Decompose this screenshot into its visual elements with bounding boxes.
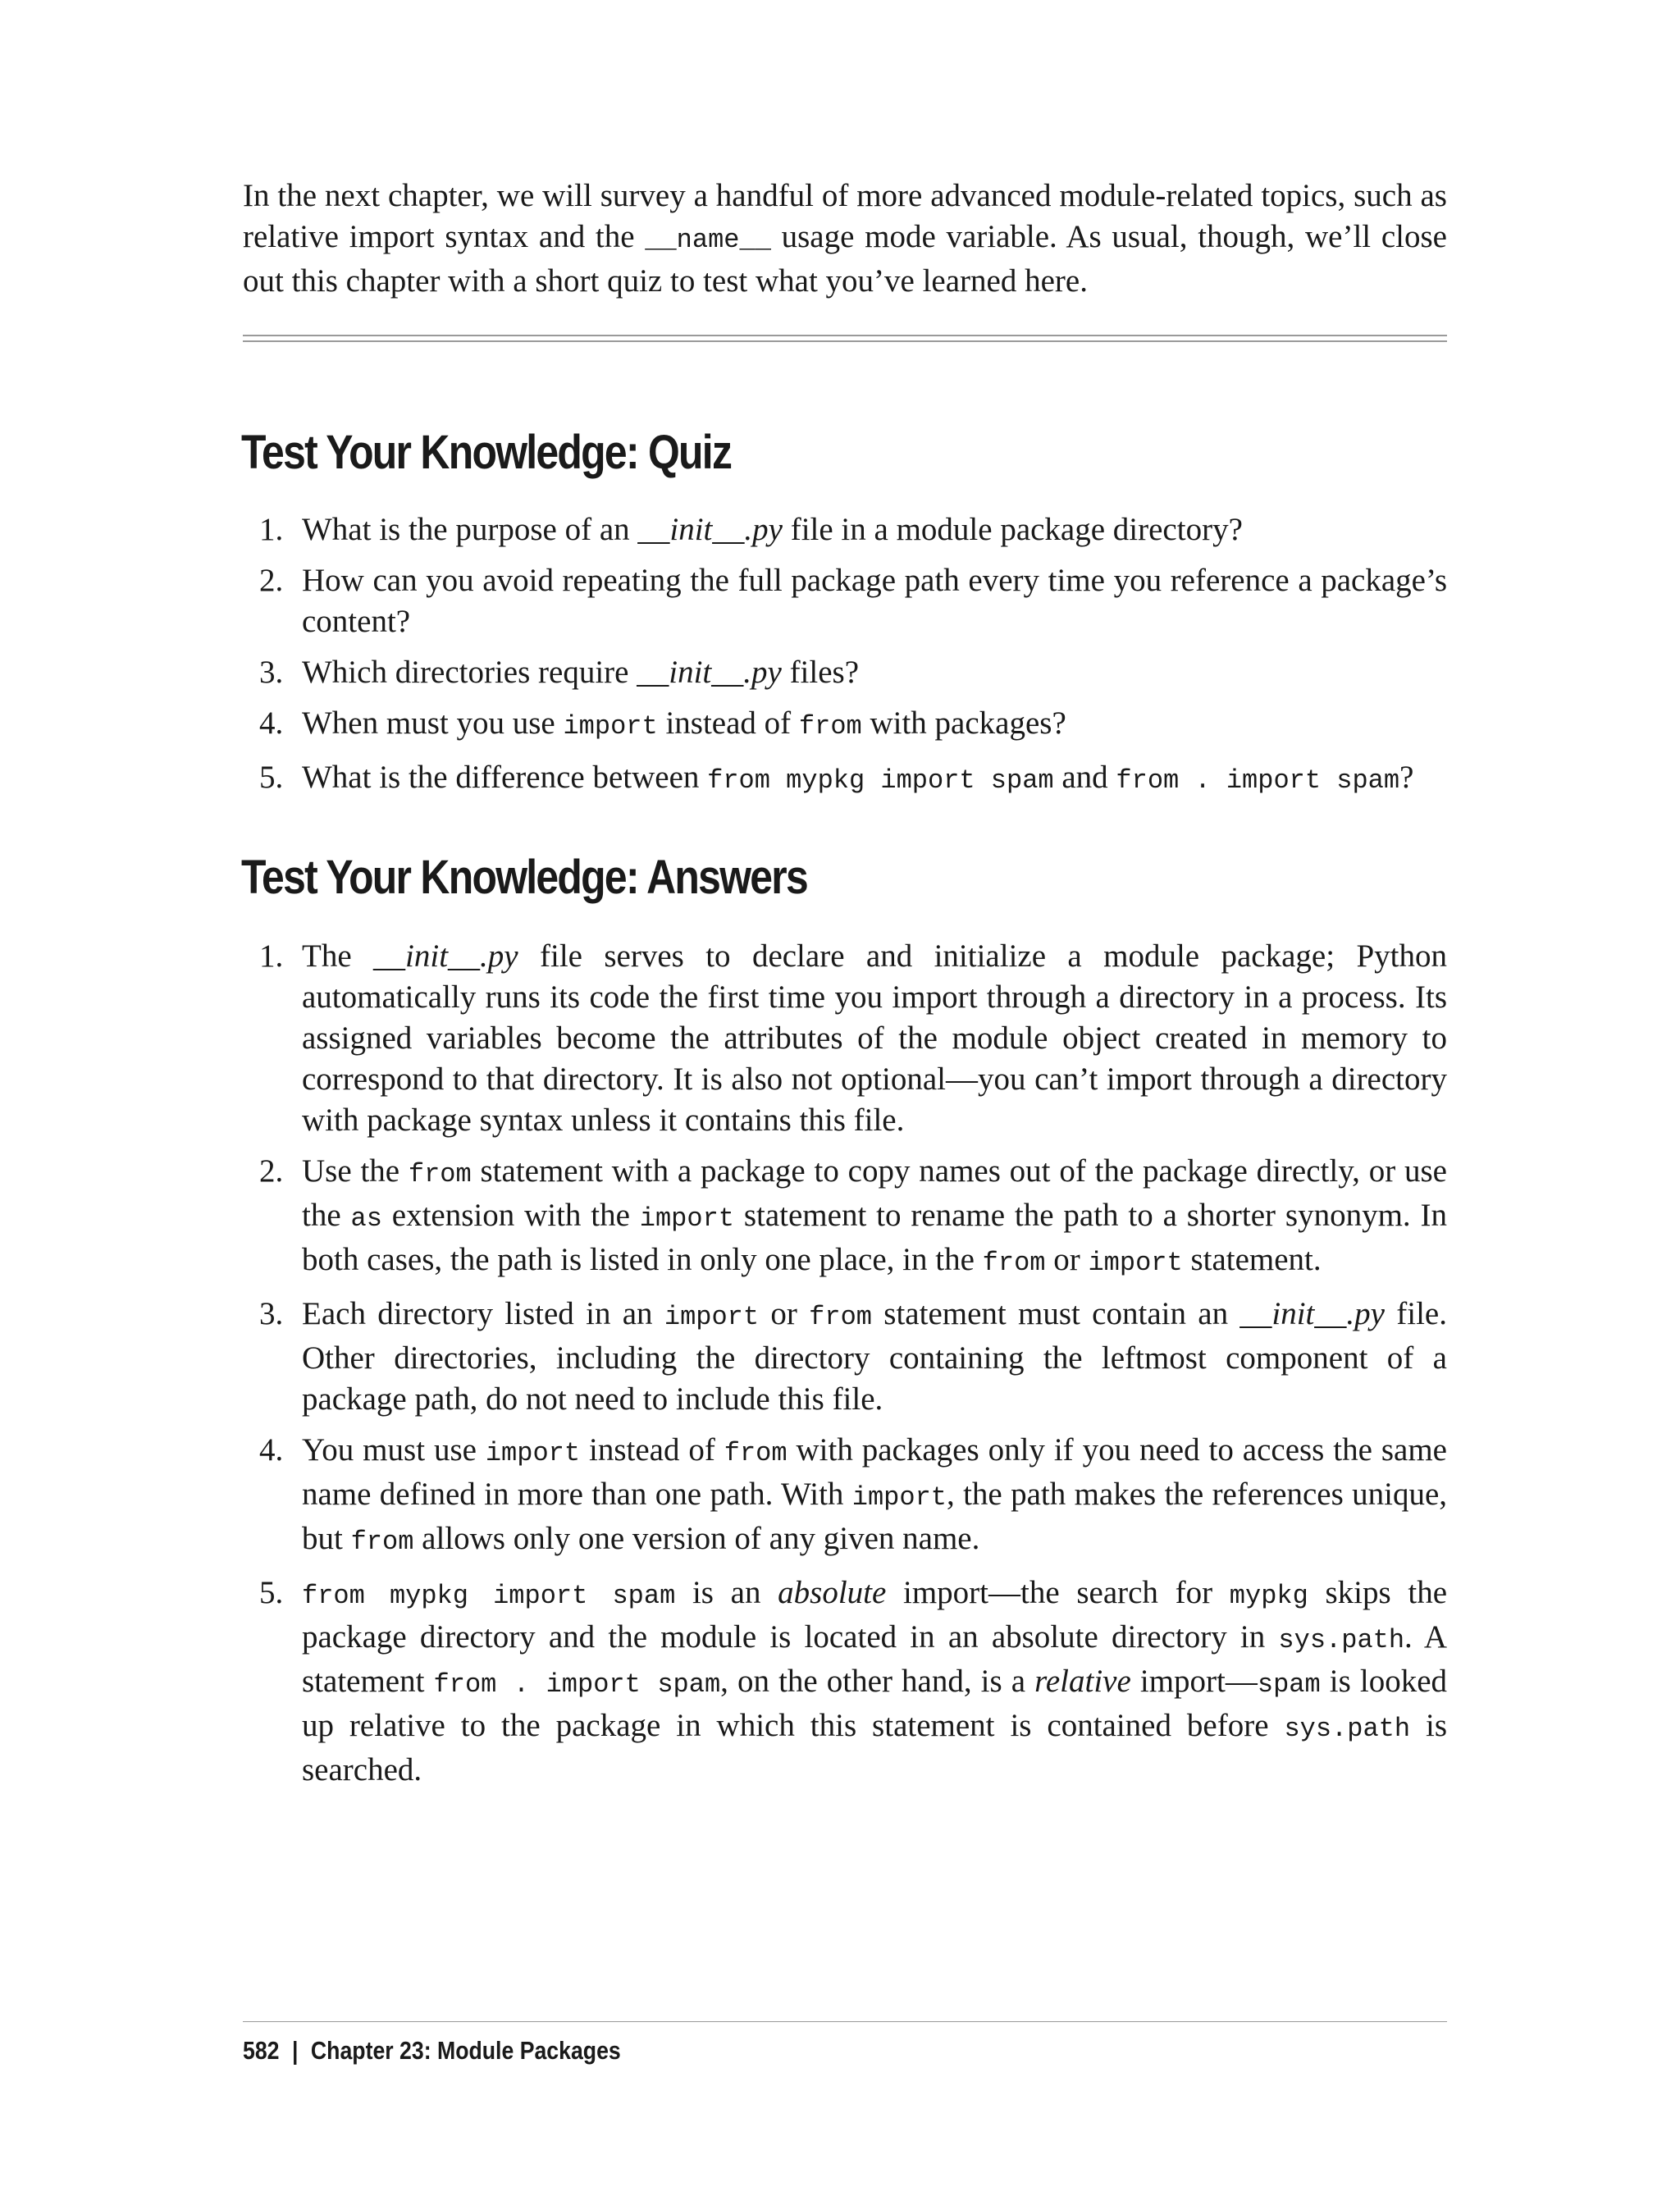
- item-number: 3.: [259, 1296, 284, 1331]
- item-text: is searched.: [302, 1708, 1448, 1787]
- emphasis: absolute: [778, 1575, 887, 1610]
- answers-list: [243, 936, 1447, 1801]
- intro-paragraph: [243, 176, 1447, 302]
- inline-code: spam: [1257, 1669, 1321, 1700]
- answer-item: [243, 1573, 1447, 1791]
- inline-code: import: [1088, 1248, 1183, 1278]
- footer-divider: [243, 2021, 1447, 2022]
- inline-code: sys.path: [1284, 1714, 1411, 1744]
- inline-code: from: [350, 1527, 414, 1557]
- item-text: is an: [675, 1575, 778, 1610]
- item-text: , the path makes the references unique, but: [302, 1477, 1448, 1556]
- filename: __init__.py: [637, 655, 782, 690]
- inline-code: __name__: [645, 225, 771, 255]
- item-number: 5.: [259, 1575, 284, 1610]
- inline-code: from: [798, 711, 862, 742]
- quiz-item: [243, 560, 1447, 642]
- item-text: instead of: [580, 1432, 724, 1468]
- item-text: statement to rename the path to a shorter synonym. In both cases, the path is listed in only one place, in the: [302, 1198, 1447, 1277]
- item-text: How can you avoid repeating the full package path every time you reference a package’s content?: [302, 563, 1447, 639]
- item-text: What is the purpose of an: [302, 512, 638, 547]
- item-text: skips the package directory and the module is located in an absolute directory in: [302, 1575, 1447, 1655]
- item-text: file in a module package directory?: [782, 512, 1243, 547]
- item-number: 2.: [259, 1153, 284, 1189]
- item-text: What is the difference between: [302, 760, 708, 795]
- inline-code: import: [485, 1438, 581, 1468]
- answer-item: [243, 1294, 1447, 1420]
- inline-code: import: [563, 711, 658, 742]
- item-text: statement.: [1182, 1242, 1322, 1277]
- quiz-list: [243, 509, 1447, 811]
- item-number: 1.: [259, 512, 284, 547]
- section-divider: [243, 335, 1447, 342]
- inline-code: from: [809, 1302, 872, 1332]
- item-text: is looked up relative to the package in which this statement is contained before: [302, 1664, 1447, 1743]
- item-number: 2.: [259, 563, 284, 598]
- item-text: You must use: [302, 1432, 486, 1468]
- page-footer: [243, 2036, 621, 2066]
- filename: __init__.py: [1239, 1296, 1385, 1331]
- inline-code: from: [408, 1159, 472, 1189]
- emphasis: relative: [1034, 1664, 1131, 1699]
- chapter-title: Chapter 23: Module Packages: [310, 2036, 621, 2065]
- item-text: statement with a package to copy names out of the package directly, or use the: [302, 1153, 1447, 1233]
- item-number: 1.: [259, 938, 284, 974]
- item-text: with packages?: [861, 705, 1066, 741]
- intro-text: usage mode variable. As usual, though, we’ll close out this chapter with a short quiz to test what you’ve learned here.: [243, 219, 1447, 299]
- inline-code: from mypkg import spam: [707, 765, 1054, 796]
- intro-text: In the next chapter, we will survey a handful of more advanced module-related topics, such as relative import syntax and the: [243, 178, 1447, 254]
- inline-code: from mypkg import spam: [302, 1581, 676, 1611]
- filename: __init__.py: [373, 938, 518, 974]
- item-number: 4.: [259, 1432, 284, 1468]
- item-text: file. Other directories, including the directory containing the leftmost component of a package path, do not need to include this file.: [302, 1296, 1447, 1417]
- inline-code: import: [851, 1482, 947, 1513]
- item-number: 5.: [259, 760, 284, 795]
- item-text: When must you use: [302, 705, 564, 741]
- inline-code: from: [724, 1438, 788, 1468]
- item-text: and: [1053, 760, 1116, 795]
- item-text: or: [1045, 1242, 1089, 1277]
- answers-heading: Test Your Knowledge: Answers: [241, 851, 808, 904]
- inline-code: from: [982, 1248, 1046, 1278]
- item-text: files?: [781, 655, 860, 690]
- item-number: 4.: [259, 705, 284, 741]
- item-text: statement must contain an: [871, 1296, 1240, 1331]
- filename: __init__.py: [637, 512, 783, 547]
- page-number: 582: [243, 2036, 280, 2065]
- inline-code: sys.path: [1278, 1625, 1405, 1655]
- quiz-item: [243, 652, 1447, 693]
- inline-code: from . import spam: [433, 1669, 721, 1700]
- item-text: Each directory listed in an: [302, 1296, 664, 1331]
- item-text: import—the search for: [886, 1575, 1230, 1610]
- answer-item: [243, 936, 1447, 1141]
- item-text: allows only one version of any given name.: [413, 1521, 980, 1556]
- item-text: . A statement: [302, 1619, 1447, 1699]
- inline-code: from . import spam: [1116, 765, 1400, 796]
- inline-code: mypkg: [1229, 1581, 1308, 1611]
- item-text: instead of: [657, 705, 799, 741]
- item-text: Use the: [302, 1153, 409, 1189]
- answer-item: [243, 1151, 1447, 1284]
- item-text: file serves to declare and initialize a module package; Python automatically runs its code the first time you import through a directory in a process. Its assigned variables become the attributes of the module object created in memory to correspond to that directory. It is also not optional—you can’t import through a directory with package syntax unless it contains this file.: [302, 938, 1447, 1138]
- item-text: extension with the: [381, 1198, 640, 1233]
- item-text: ?: [1399, 760, 1414, 795]
- quiz-item: [243, 703, 1447, 747]
- inline-code: as: [350, 1203, 382, 1234]
- inline-code: import: [664, 1302, 760, 1332]
- quiz-item: [243, 509, 1447, 550]
- item-number: 3.: [259, 655, 284, 690]
- item-text: with packages only if you need to access the same name defined in more than one path. With: [302, 1432, 1447, 1512]
- item-text: The: [302, 938, 374, 974]
- item-text: Which directories require: [302, 655, 637, 690]
- item-text: import—: [1130, 1664, 1258, 1699]
- item-text: or: [759, 1296, 810, 1331]
- footer-separator: |: [291, 2036, 299, 2065]
- answer-item: [243, 1430, 1447, 1563]
- quiz-item: [243, 757, 1447, 801]
- item-text: , on the other hand, is a: [720, 1664, 1035, 1699]
- quiz-heading: Test Your Knowledge: Quiz: [241, 426, 732, 479]
- inline-code: import: [639, 1203, 734, 1234]
